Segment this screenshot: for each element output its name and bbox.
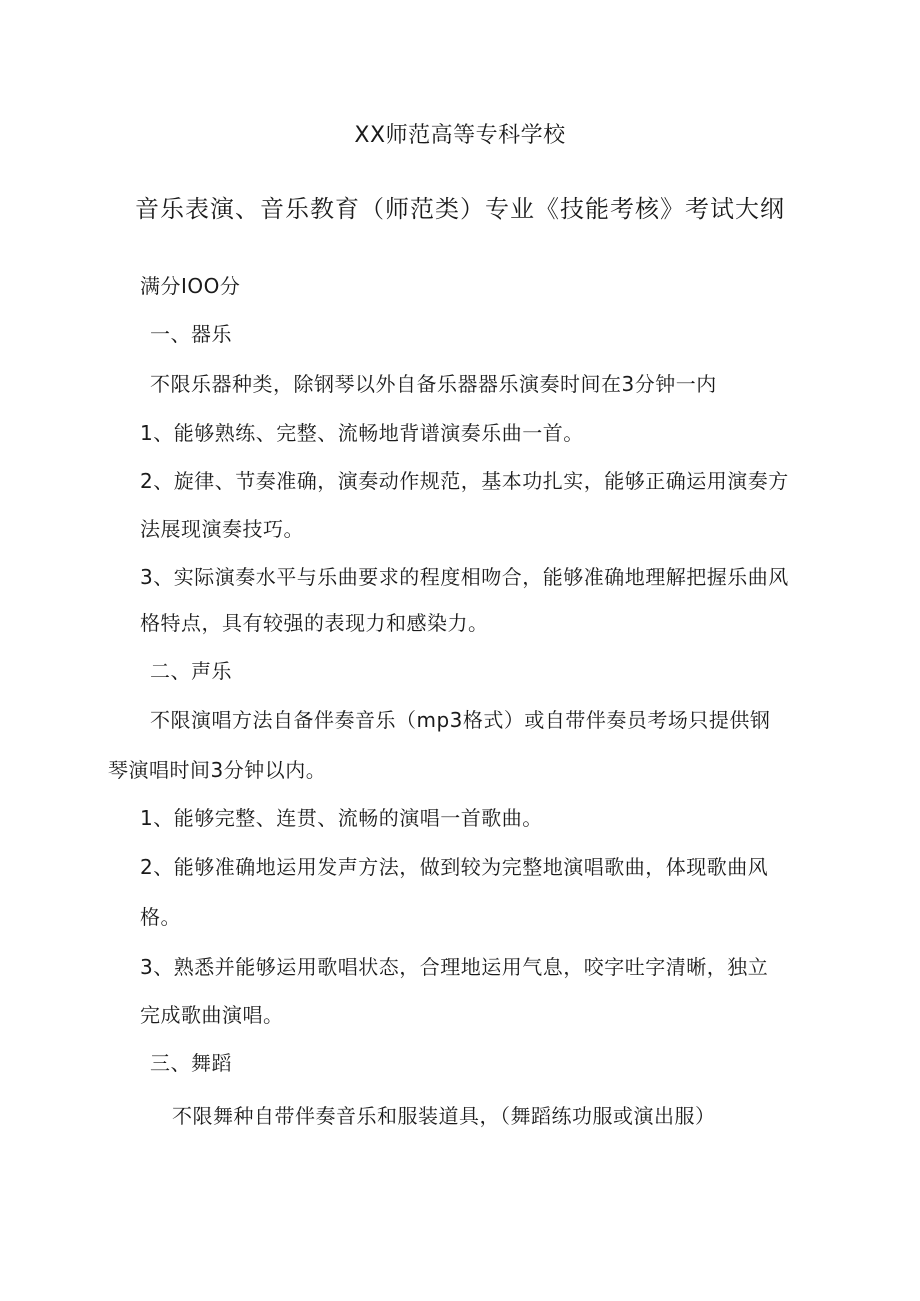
list-item-continuation: 法展现演奏技巧。	[140, 517, 304, 541]
list-item: 2、旋律、节奏准确，演奏动作规范，基本功扎实，能够正确运用演奏方	[140, 469, 789, 493]
list-item-continuation: 完成歌曲演唱。	[140, 1003, 284, 1027]
section-intro: 不限舞种自带伴奏音乐和服装道具，（舞蹈练功服或演出服）	[172, 1104, 716, 1128]
list-item: 1、能够熟练、完整、流畅地背谱演奏乐曲一首。	[140, 421, 584, 445]
section-intro-continuation: 琴演唱时间3分钟以内。	[108, 758, 327, 782]
list-item-continuation: 格。	[140, 905, 181, 929]
list-item: 3、熟悉并能够运用歌唱状态，合理地运用气息，咬字吐字清晰，独立	[140, 955, 769, 979]
list-item: 1、能够完整、连贯、流畅的演唱一首歌曲。	[140, 806, 543, 830]
document-title: 音乐表演、音乐教育（师范类）专业《技能考核》考试大纲	[135, 195, 785, 223]
section-heading-instrumental: 一、器乐	[150, 322, 232, 346]
list-item: 3、实际演奏水平与乐曲要求的程度相吻合，能够准确地理解把握乐曲风	[140, 565, 789, 589]
section-intro: 不限乐器种类，除钢琴以外自备乐器器乐演奏时间在3分钟一内	[150, 372, 717, 396]
list-item: 2、能够准确地运用发声方法，做到较为完整地演唱歌曲，体现歌曲风	[140, 855, 769, 879]
section-heading-vocal: 二、声乐	[150, 659, 232, 683]
list-item-continuation: 格特点，具有较强的表现力和感染力。	[140, 611, 489, 635]
section-intro: 不限演唱方法自备伴奏音乐（mp3格式）或自带伴奏员考场只提供钢	[150, 708, 771, 732]
full-score: 满分IOO分	[140, 274, 241, 298]
section-heading-dance: 三、舞蹈	[150, 1051, 232, 1075]
school-name: XX师范高等专科学校	[354, 123, 566, 148]
